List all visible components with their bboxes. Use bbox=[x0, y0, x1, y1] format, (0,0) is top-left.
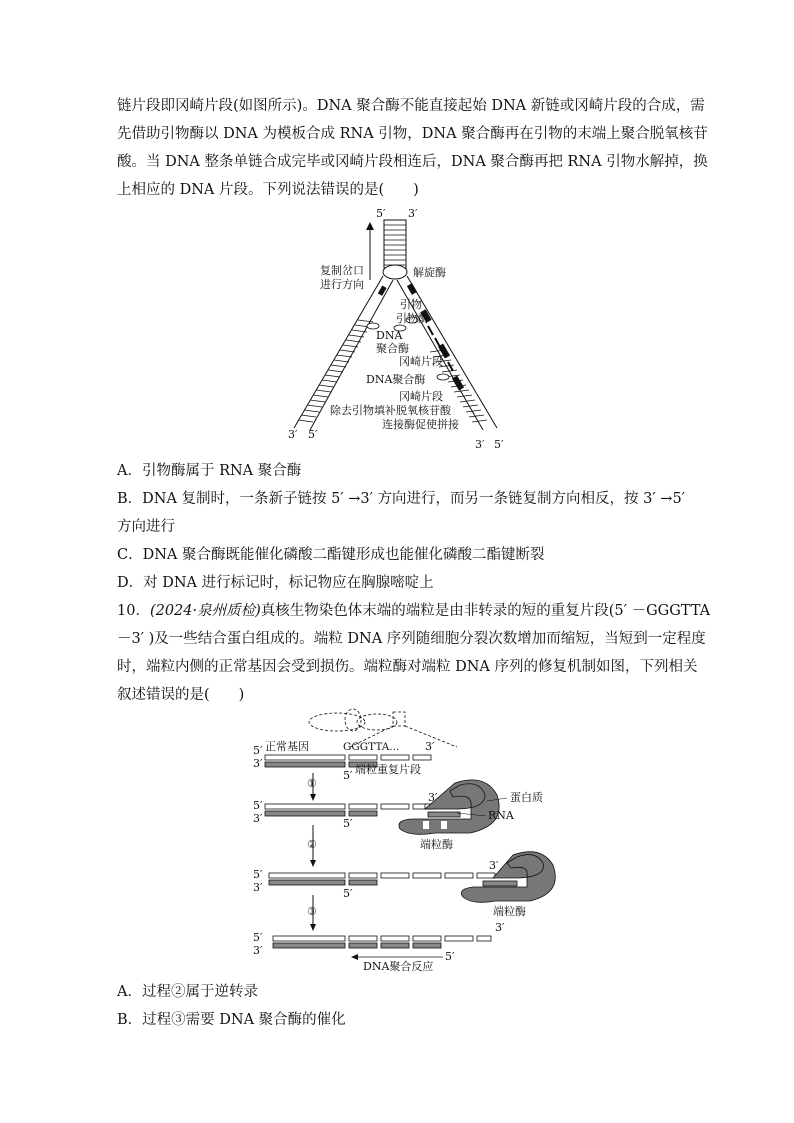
q10-option-b: B．过程③需要 DNA 聚合酶的催化 bbox=[117, 1012, 346, 1028]
primase-label: 引物酶 bbox=[396, 312, 429, 325]
r3-bottom-5-prime: 5′ bbox=[343, 887, 353, 900]
r2-3-prime: 3′ bbox=[253, 812, 263, 825]
helicase-shape bbox=[383, 265, 407, 279]
q10-number: 10． bbox=[117, 603, 150, 619]
r2-top-3-prime: 3′ bbox=[428, 791, 438, 804]
q9-intro-line-4: 上相应的 DNA 片段。下列说法错误的是( ) bbox=[117, 182, 419, 198]
step3-label: ③ bbox=[307, 905, 317, 918]
helicase-label: 解旋酶 bbox=[413, 266, 446, 279]
r3-top-3-prime: 3′ bbox=[489, 859, 499, 872]
q10-stem-line-3: 时，端粒内侧的正常基因会受到损伤。端粒酶对端粒 DNA 序列的修复机制如图，下列相关 bbox=[117, 659, 698, 675]
telomerase-2-label: 端粒酶 bbox=[493, 905, 526, 918]
r4-5-prime: 5′ bbox=[253, 931, 263, 944]
r2-5-prime: 5′ bbox=[253, 799, 263, 812]
replication-fork-figure bbox=[280, 202, 520, 452]
ligase-label: 连接酶促使拼接 bbox=[382, 418, 459, 431]
bottom-left-3-prime: 3′ bbox=[288, 428, 298, 441]
remove-primer-label: 除去引物填补脱氧核苷酸 bbox=[330, 404, 451, 417]
q10-stem-line-4: 叙述错误的是( ) bbox=[117, 687, 245, 703]
fork-direction-label-2: 进行方向 bbox=[320, 278, 364, 291]
r3-3-prime: 3′ bbox=[253, 881, 263, 894]
q9-option-b: B．DNA 复制时，一条新子链按 5′ →3′ 方向进行，而另一条链复制方向相反，按 3′ →5′ bbox=[117, 491, 685, 507]
bottom-right-5-prime: 5′ bbox=[494, 438, 504, 451]
top-3-prime: 3′ bbox=[408, 207, 418, 220]
bottom-right-3-prime: 3′ bbox=[475, 438, 485, 451]
q9-option-c: C．DNA 聚合酶既能催化磷酸二酯键形成也能催化磷酸二酯键断裂 bbox=[117, 547, 545, 563]
q10-stem-line-1 bbox=[117, 599, 710, 620]
q10-stem-line-2: －3′ )及一些结合蛋白组成的。端粒 DNA 序列随细胞分裂次数增加而缩短，当短到一定程度 bbox=[117, 631, 706, 647]
top-5-prime: 5′ bbox=[376, 207, 386, 220]
r1-3-prime: 3′ bbox=[253, 757, 263, 770]
fork-direction-label-1: 复制岔口 bbox=[320, 264, 364, 277]
bottom-left-5-prime: 5′ bbox=[308, 428, 318, 441]
r1-5-prime: 5′ bbox=[253, 744, 263, 757]
q9-option-a: A．引物酶属于 RNA 聚合酶 bbox=[117, 463, 302, 479]
q9-option-b-cont: 方向进行 bbox=[117, 519, 175, 535]
dna-polymerase-right-label: DNA聚合酶 bbox=[366, 373, 426, 386]
step1-label: ① bbox=[307, 777, 317, 790]
r4-top-3-prime: 3′ bbox=[495, 921, 505, 934]
q10-option-a: A．过程②属于逆转录 bbox=[117, 984, 258, 1000]
r4-3-prime: 3′ bbox=[253, 944, 263, 957]
rna-label: RNA bbox=[488, 809, 514, 822]
q9-option-d: D．对 DNA 进行标记时，标记物应在胸腺嘧啶上 bbox=[117, 575, 434, 591]
dna-polymerase-left-label-1: DNA bbox=[376, 329, 403, 342]
r1-bottom-5-prime: 5′ bbox=[343, 769, 353, 782]
telomerase-figure bbox=[245, 705, 565, 975]
r3-5-prime: 5′ bbox=[253, 868, 263, 881]
q10-source: (2024·泉州质检) bbox=[149, 603, 261, 619]
protein-label: 蛋白质 bbox=[510, 791, 543, 804]
q10-stem-1: 真核生物染色体末端的端粒是由非转录的短的重复片段(5′ －GGGTTA bbox=[260, 603, 711, 619]
telomerase-1-label: 端粒酶 bbox=[420, 838, 453, 851]
parent-dna-ladder bbox=[384, 220, 406, 268]
q9-intro-line-2: 先借助引物酶以 DNA 为模板合成 RNA 引物，DNA 聚合酶再在引物的末端上聚合脱氧核苷 bbox=[117, 126, 708, 142]
okazaki-label-1: 冈崎片段 bbox=[399, 355, 443, 368]
telomerase-2-shape bbox=[461, 852, 555, 903]
q9-intro-line-1: 链片段即冈崎片段(如图所示)。DNA 聚合酶不能直接起始 DNA 新链或冈崎片段的合成，需 bbox=[117, 98, 705, 114]
down-arrow-icon bbox=[310, 924, 316, 931]
up-arrow-icon bbox=[366, 222, 374, 230]
r4-bottom-5-prime: 5′ bbox=[445, 950, 455, 963]
r2-bottom-5-prime: 5′ bbox=[343, 817, 353, 830]
left-arrow-icon bbox=[351, 954, 358, 960]
dna-polymerase-shape-3 bbox=[437, 374, 449, 380]
q9-intro-line-3: 酸。当 DNA 整条单链合成完毕或冈崎片段相连后，DNA 聚合酶再把 RNA 引物水解掉，换 bbox=[117, 154, 708, 170]
normal-gene-label: 正常基因 bbox=[265, 740, 309, 753]
dna-polymerization-label: DNA聚合反应 bbox=[363, 960, 434, 973]
step2-label: ② bbox=[307, 838, 317, 851]
down-arrow-icon bbox=[310, 794, 316, 801]
sequence-label: GGGTTA... bbox=[343, 741, 400, 753]
primer-label: 引物 bbox=[400, 298, 422, 311]
down-arrow-icon bbox=[310, 860, 316, 867]
dna-polymerase-left-label-2: 聚合酶 bbox=[376, 342, 409, 355]
telomere-repeat-label: 端粒重复片段 bbox=[355, 763, 421, 776]
r1-top-3-prime: 3′ bbox=[425, 740, 435, 753]
okazaki-label-2: 冈崎片段 bbox=[399, 390, 443, 403]
